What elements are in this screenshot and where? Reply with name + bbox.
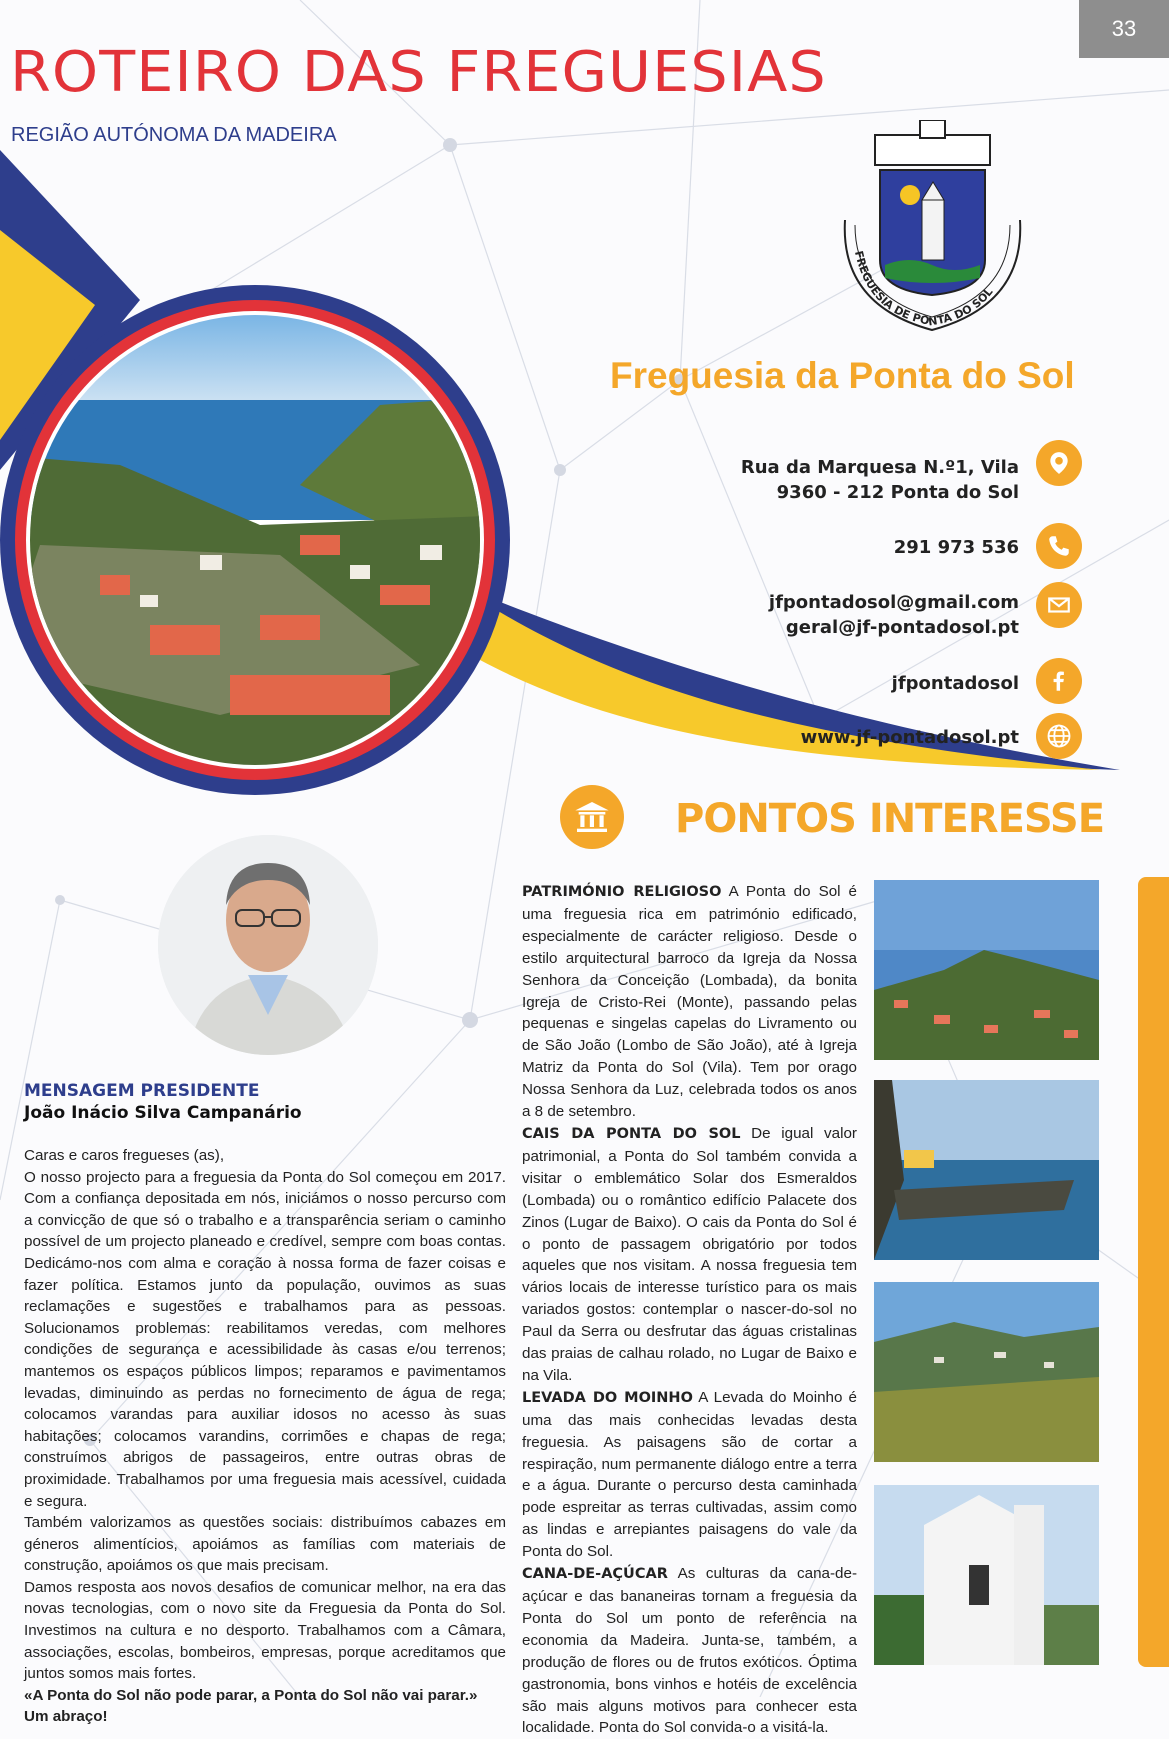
page-title: ROTEIRO DAS FREGUESIAS [10,40,827,105]
poi-photo-church [874,1485,1099,1665]
poi-section-heading: CANA-DE-AÇÚCAR [522,1566,668,1583]
facebook-icon [1036,658,1082,704]
page-number: 33 [1079,0,1169,58]
coat-ribbon-text: FREGUESIA DE PONTA DO SOL [851,249,996,329]
president-message [24,1145,506,1728]
poi-section [522,1123,857,1387]
poi-photo-valley-levada [874,1282,1099,1462]
poi-section-text: A Ponta do Sol é uma freguesia rica em património edificado, especialmente de carácter religioso. Desde o estilo arquitectural barroco da Igreja da Nossa Senhora da Conceição (Lombada), da bonita Igreja de Cristo-Rei (Monte), passando pelas pequenas e singelas capelas do Livramento ou de São João (Lombo de São João), até à Igreja Matriz da Ponta do Sol (Vila). Tem por orago Nossa Senhora da Luz, celebrada todos os anos a 8 de setembro. [522,883,858,1121]
president-photo [158,835,378,1055]
poi-section-text: De igual valor patrimonial, a Ponta do Sol também convida a visitar o emblemático Solar dos Esmeraldos (Lombada) ou o romântico edifício Palacete dos Zinos (Lugar de Baixo). O cais da Ponta do Sol é o ponto de passagem obrigatório por todos aqueles que nos visitam. A nossa freguesia tem vários locais de interesse turístico para os mais variados gostos: contemplar o nascer-do-sol no Paul da Serra ou desfrutar das águas cristalinas das praias de calhau rolado, no Lugar de Baixo e na Vila. [522,1124,857,1384]
poi-section-heading: LEVADA DO MOINHO [522,1389,693,1406]
message-greeting: Caras e caros fregueses (as), [24,1147,225,1164]
email-block [769,590,1019,640]
side-accent-bar [1138,877,1169,1667]
website-link[interactable]: www.jf-pontadosol.pt [800,727,1019,748]
message-title: MENSAGEM PRESIDENTE [24,1081,260,1101]
globe-icon [1036,713,1082,759]
coat-of-arms [830,120,1035,335]
email-secondary[interactable]: geral@jf-pontadosol.pt [785,617,1019,638]
facebook-handle[interactable]: jfpontadosol [891,673,1019,694]
president-name: João Inácio Silva Campanário [24,1103,302,1123]
museum-icon [560,785,624,849]
message-closing: Um abraço! [24,1708,108,1726]
email-primary[interactable]: jfpontadosol@gmail.com [768,592,1019,613]
poi-section [522,1563,857,1739]
address-line-1: Rua da Marquesa N.º1, Vila [740,457,1019,478]
location-pin-icon [1036,440,1082,486]
parish-name: Freguesia da Ponta do Sol [610,355,1075,396]
message-quote: «A Ponta do Sol não pode parar, a Ponta do Sol não vai parar.» [24,1686,478,1704]
phone-icon [1036,523,1082,569]
poi-section [522,1387,857,1563]
poi-section [522,881,857,1123]
poi-section-heading: CAIS DA PONTA DO SOL [522,1125,741,1142]
phone-number[interactable]: 291 973 536 [893,537,1019,558]
poi-title: PONTOS INTERESSE [675,796,1105,842]
message-paragraph: Damos resposta aos novos desafios de comunicar melhor, na era das novas tecnologias, com o novo site da Freguesia da Ponta do Sol. Investimos na cultura e no desporto. Trabalhamos com a Câmara, associações, escolas, bombeiros, empresas, porque acreditamos que juntos somos mais fortes. [24,1578,506,1683]
poi-photo-hillside-village [874,880,1099,1060]
poi-text [522,881,857,1739]
address-block [741,455,1019,505]
page-subtitle: REGIÃO AUTÓNOMA DA MADEIRA [11,124,337,146]
poi-photo-pier-coast [874,1080,1099,1260]
poi-section-text: A Levada do Moinho é uma das mais conhecidas levadas desta freguesia. As paisagens são de cortar a respiração, num permanente diálogo entre a terra e a água. Durante o percurso desta caminhada pode espreitar as terras cultivadas, assim como as lindas e arrepiantes paisagens do vale da Ponta do Sol. [522,1388,857,1561]
address-line-2: 9360 - 212 Ponta do Sol [776,482,1019,503]
poi-section-heading: PATRIMÓNIO RELIGIOSO [522,884,722,900]
message-paragraph: O nosso projecto para a freguesia da Ponta do Sol começou em 2017. Com a confiança depositada em nós, iniciámos o nosso percurso com a convicção de que só o trabalho e a transparência seriam o caminho possível de um projecto planeado e credível, sempre com boas contas. Dedicámo-nos com alma e coração à nossa forma de fazer coisas e fazer política. Estamos junto da população, ouvimos as suas reclamações e sugestões e trabalhamos para as pessoas. Solucionamos problemas: reabilitamos veredas, com melhores condições de segurança e acessibilidade às casas e/ou terrenos; mantemos os espaços públicos limpos; reparamos e pavimentamos levadas, diminuindo as perdas no fornecimento de água de rega; colocamos varandas para auxiliar idosos no acesso às suas habitações; colocamos varandins, corrimões e chapas de rega; construímos abrigos de passageiros, entre outras obras de proximidade. Trabalhamos por uma freguesia mais acessível, cuidada e segura. [24,1168,506,1510]
message-paragraph: Também valorizamos as questões sociais: distribuímos cabazes em géneros alimentícios, apoiámos as famílias com materiais de construção, apoiámos os que mais precisam. [24,1514,506,1575]
envelope-icon [1036,582,1082,628]
poi-section-text: As culturas da cana-de-açúcar e das bananeiras tornam a freguesia da Ponta do Sol um ponto de referência na economia da Madeira. Junta-se, também, a produção de flores ou de frutos exóticos. Óptima gastronomia, bons vinhos e hotéis de excelência são mais alguns motivos para conhecer esta localidade. Ponta do Sol convida-o a visitá-la. [522,1565,857,1737]
village-photo-circle [0,285,510,795]
